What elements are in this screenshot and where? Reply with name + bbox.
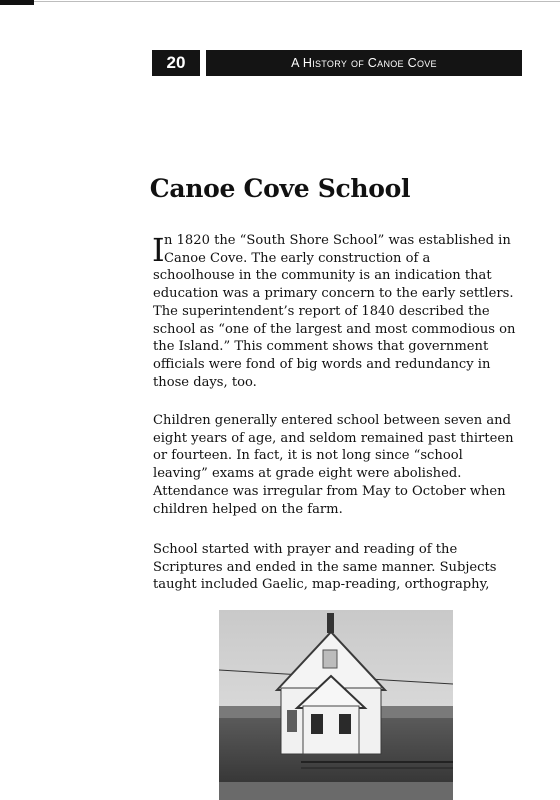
chapter-title: Canoe Cove School [149,174,411,203]
text-line: Canoe Cove. The early construction of a [164,250,431,266]
text-line: leaving” exams at grade eight were abolished. [153,466,462,482]
schoolhouse-photo [219,610,453,800]
side-window [287,710,297,732]
text-line: children helped on the farm. [153,501,343,517]
text-line: School started with prayer and reading of the [153,542,458,557]
text-line: schoolhouse in the community is an indication that [153,268,492,284]
running-title: A History of Canoe Cove [206,50,522,76]
text-line: education was a primary concern to the early settlers. [153,286,514,302]
page-number: 20 [152,50,200,76]
top-rule [34,1,560,2]
text-line: taught included Gaelic, map-reading, orthography, [153,577,490,593]
chimney [327,613,334,633]
text-line: eight years of age, and seldom remained past thirteen [153,430,514,446]
text-line: Children generally entered school between seven and [153,413,511,428]
text-line: or fourteen. In fact, it is not long since “school [153,448,463,464]
corner-mark [0,0,34,5]
paragraph-3 [153,541,513,594]
text-line: officials were fond of big words and redundancy in [153,356,491,372]
text-line: n 1820 the “South Shore School” was established in [164,233,511,248]
gable-window [323,650,337,668]
text-line: those days, too. [153,374,257,390]
text-line: Scriptures and ended in the same manner. Subjects [153,559,497,575]
text-line: school as “one of the largest and most commodious on [153,321,516,337]
paragraph-2 [153,412,513,518]
text-line: the Island.” This comment shows that government [153,339,489,355]
text-line: Attendance was irregular from May to October when [153,483,506,499]
road [219,782,453,800]
drop-cap: I [152,231,165,269]
paragraph-1 [152,231,516,391]
text-line: The superintendent’s report of 1840 described the [153,303,490,319]
window-right [339,714,351,734]
window-left [311,714,323,734]
